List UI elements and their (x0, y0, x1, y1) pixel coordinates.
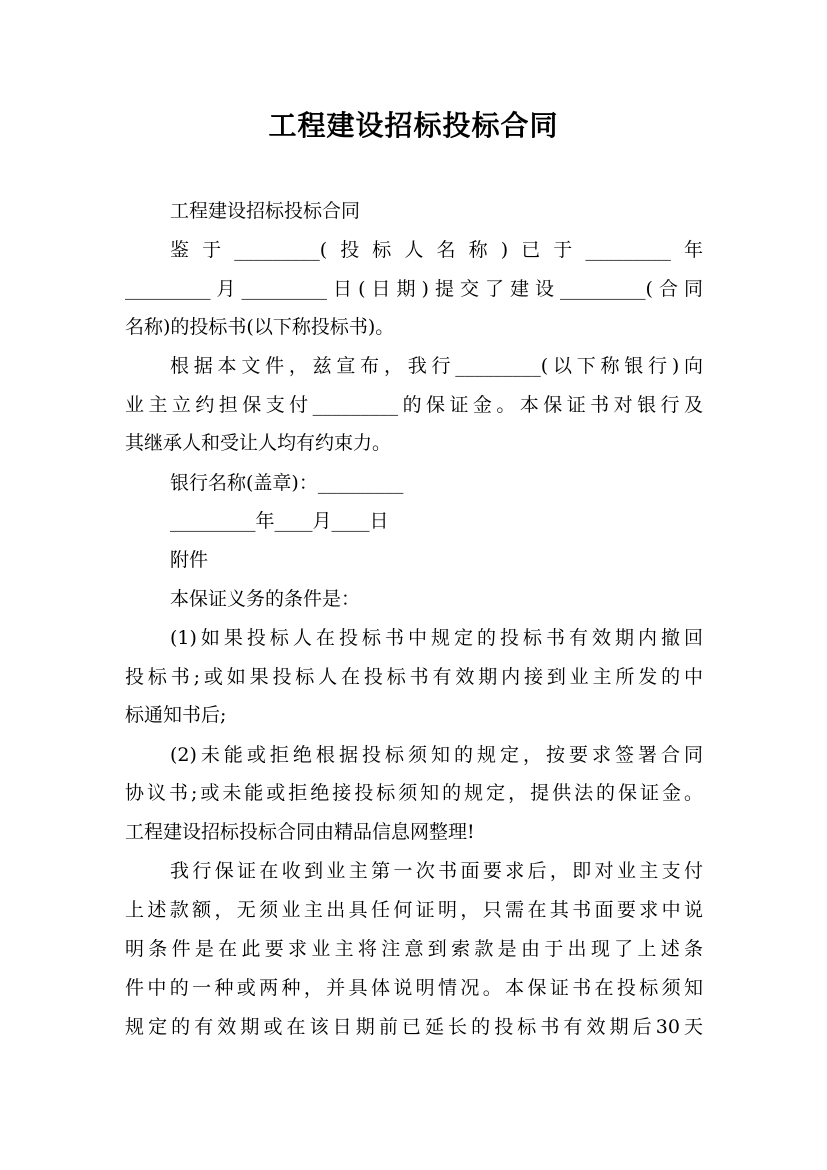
source-note-line: 工程建设招标投标合同由精品信息网整理! (125, 821, 475, 843)
condition-1-line-1: (1)如果投标人在投标书中规定的投标书有效期内撤回 (170, 627, 703, 649)
guarantee-line-5: 规定的有效期或在该日期前已延长的投标书有效期后30天 (125, 1016, 703, 1038)
condition-2-line-1: (2)未能或拒绝根据投标须知的规定，按要求签署合同 (170, 744, 703, 766)
guarantee-line-2: 上述款额，无须业主出具任何证明，只需在其书面要求中说 (125, 899, 703, 921)
bank-name-line: 银行名称(盖章)：_________ (170, 472, 404, 494)
condition-2-line-2: 协议书;或未能或拒绝接投标须知的规定，提供法的保证金。 (125, 782, 703, 804)
attachment-heading: 附件 (170, 549, 209, 571)
guarantee-line-3: 明条件是在此要求业主将注意到索款是由于出现了上述条 (125, 938, 703, 960)
body-line-6: 其继承人和受让人均有约束力。 (125, 432, 392, 454)
condition-1-line-2: 投标书;或如果投标人在投标书有效期内接到业主所发的中 (125, 666, 703, 688)
date-line: _________年____月____日 (170, 510, 389, 532)
body-line-4: 根据本文件，兹宣布，我行_________(以下称银行)向 (170, 355, 703, 377)
body-line-2: _________月_________日(日期)提交了建设_________(合同 (125, 278, 703, 300)
document-title: 工程建设招标投标合同 (268, 109, 559, 142)
guarantee-line-1: 我行保证在收到业主第一次书面要求后，即对业主支付 (170, 860, 703, 882)
guarantee-line-4: 件中的一种或两种，并具体说明情况。本保证书在投标须知 (125, 977, 703, 999)
body-line-3: 名称)的投标书(以下称投标书)。 (125, 316, 395, 338)
body-line-1: 鉴于_________(投标人名称)已于_________年 (170, 239, 703, 261)
conditions-heading: 本保证义务的条件是： (170, 588, 361, 610)
condition-1-line-3: 标通知书后; (125, 704, 227, 726)
body-line-5: 业主立约担保支付_________的保证金。本保证书对银行及 (125, 394, 703, 416)
subtitle-line: 工程建设招标投标合同 (170, 200, 361, 222)
